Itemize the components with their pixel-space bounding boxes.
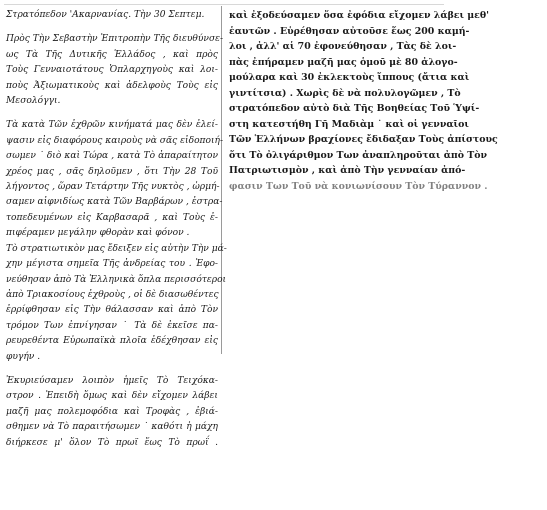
column-divider	[221, 6, 222, 354]
address-block	[6, 32, 224, 109]
text-line: σαμεν αἰφνιδίως κατὰ Τῶν Βαρβάρων , ἐστρα-	[6, 197, 223, 208]
text-line: σωμεν ˙ διὸ καὶ Τώρα , κατὰ Τὸ ἀπαραίτητον	[6, 151, 218, 162]
address-line: Πρὸς Τὴν Σεβαστὴν Ἐπιτροπὴν Τῆς διευθύνσε-	[6, 34, 224, 45]
text-line: ὅτι Τὸ ὀλιγάριθμον Των ἀναπληροῦται ἀπὸ Τὸν	[229, 149, 488, 161]
text-line: στρατόπεδον αὐτὸ διὰ Τῆς Βοηθείας Τοῦ Ὑψί-	[229, 103, 480, 114]
address-line: ως Τὰ Τῆς Δυτικῆς Ἑλλάδος , καὶ πρὸς	[6, 49, 218, 60]
dateline: Στρατόπεδον 'Ακαρνανίας. Τὴν 30 Σεπτεμ.	[6, 10, 205, 20]
text-line: Τὰ κατὰ Τῶν ἐχθρῶν κινήματά μας δὲν ἐλεί-	[6, 120, 218, 131]
text-line: μούλαρα καὶ 30 ἐκλεκτοὺς ἵππους (ἄτια καὶ	[229, 72, 470, 83]
paragraph-3	[6, 374, 218, 451]
paragraph-2	[6, 242, 227, 365]
text-line: Τῶν Ἑλλήνων βραχίονες ἔδιδαξαν Τοὺς ἀπίστους	[229, 134, 498, 145]
text-line: γιντίτσια) . Χωρὶς δὲ νὰ πολυλογῶμεν , Τὸ	[229, 87, 461, 99]
text-line: χην μέγιστα σημεῖα Τῆς ἀνδρείας του . Ἐφο-	[6, 259, 218, 270]
text-line: Ἐκυριεύσαμεν λοιπὸν ἡμεῖς Τὸ Τειχόκα-	[6, 375, 218, 386]
text-line: τοπεδευμένων εἰς Καρβασαρᾶ , καὶ Τοὺς ἐ-	[6, 212, 218, 223]
text-line: ψασιν εἰς διαφόρους καιροὺς νὰ σᾶς εἰδοποιή-	[6, 135, 224, 146]
text-line: χρέος μας , σᾶς δηλοῦμεν , ὅτι Τὴν 28 Τοῦ	[6, 166, 218, 177]
text-line: ἐρρίφθησαν εἰς Τὴν θάλασσαν καὶ ἀπὸ Τὸν	[6, 305, 218, 316]
text-line: στρον . Ἐπειδὴ ὅμως καὶ δὲν εἴχομεν λάβει	[6, 391, 218, 402]
text-line: πὰς ἐπήραμεν μαζῆ μας ὁμοῦ μὲ 80 ἀλογο-	[229, 56, 458, 68]
text-line: φυγήν .	[6, 351, 41, 362]
address-line: ποὺς Ἀξιωματικοὺς καὶ ἀδελφοὺς Τοὺς εἰς	[6, 80, 218, 91]
text-line: ρευρεθέντα Εὐρωπαϊκὰ πλοῖα ἐδέχθησαν εἰς	[6, 336, 218, 347]
address-line: Μεσολόγγι.	[6, 96, 61, 107]
text-line: ἀπὸ Τριακοσίους ἐχθροὺς , οἱ δὲ διασωθέντες	[6, 289, 219, 300]
text-line: πιφέραμεν μεγάλην φθορὰν καὶ φόνον .	[6, 228, 190, 239]
text-line: στη κατεστήθη Γῆ Μαδιὰμ ˙ καὶ οἱ γενναῖοι	[229, 118, 469, 130]
text-line: μαζῆ μας πολεμοφόδια καὶ Τροφὰς , ἐβιά-	[6, 406, 218, 417]
text-line: Τὸ στρατιωτικὸν μας ἔδειξεν εἰς αὐτὴν Τὴν μά-	[6, 243, 227, 254]
text-line: ἑαυτῶν . Εὑρέθησαν αὐτοῦσε ἕως 200 καμή-	[229, 25, 470, 37]
text-line: λήγοντος , ὥραν Τετάρτην Τῆς νυκτὸς , ὡρμή-	[6, 182, 220, 193]
left-column	[6, 8, 227, 451]
text-line: διήρκεσε μ' ὅλον Τὸ πρωϊ ἕως Τὸ πρωΐ .	[6, 437, 218, 448]
paragraph-1	[6, 118, 224, 241]
text-line: σθημεν νὰ Τὸ παραιτήσωμεν ˙ καθότι ἡ μάχη	[6, 422, 218, 433]
text-line: λοι , ἀλλ' αἱ 70 ἐφονεύθησαν , Τὰς δὲ λοι-	[229, 41, 457, 52]
text-line: νεύθησαν ἀπὸ Τὰ Ἑλληνικὰ ὅπλα περισσότεροι	[6, 274, 227, 285]
text-line: τρόμον Των ἐπνίγησαν ˙ Τὰ δὲ ἐκεῖσε πα-	[6, 320, 218, 331]
top-rule	[4, 4, 444, 5]
text-line: Πατριωτισμὸν , καὶ ἀπὸ Τὴν γενναίαν ἀπό-	[229, 165, 466, 176]
text-line: φασιν Των Τοῦ νὰ κονιωνίσουν Τὸν Τύραννον .	[229, 180, 488, 192]
address-line: Τοὺς Γενναιοτάτους Ὁπλαρχηγοὺς καὶ λοι-	[6, 65, 218, 76]
right-column	[229, 8, 498, 194]
text-line: καὶ ἐξοδεύσαμεν ὅσα ἐφόδια εἴχομεν λάβει μεθ'	[229, 10, 489, 21]
